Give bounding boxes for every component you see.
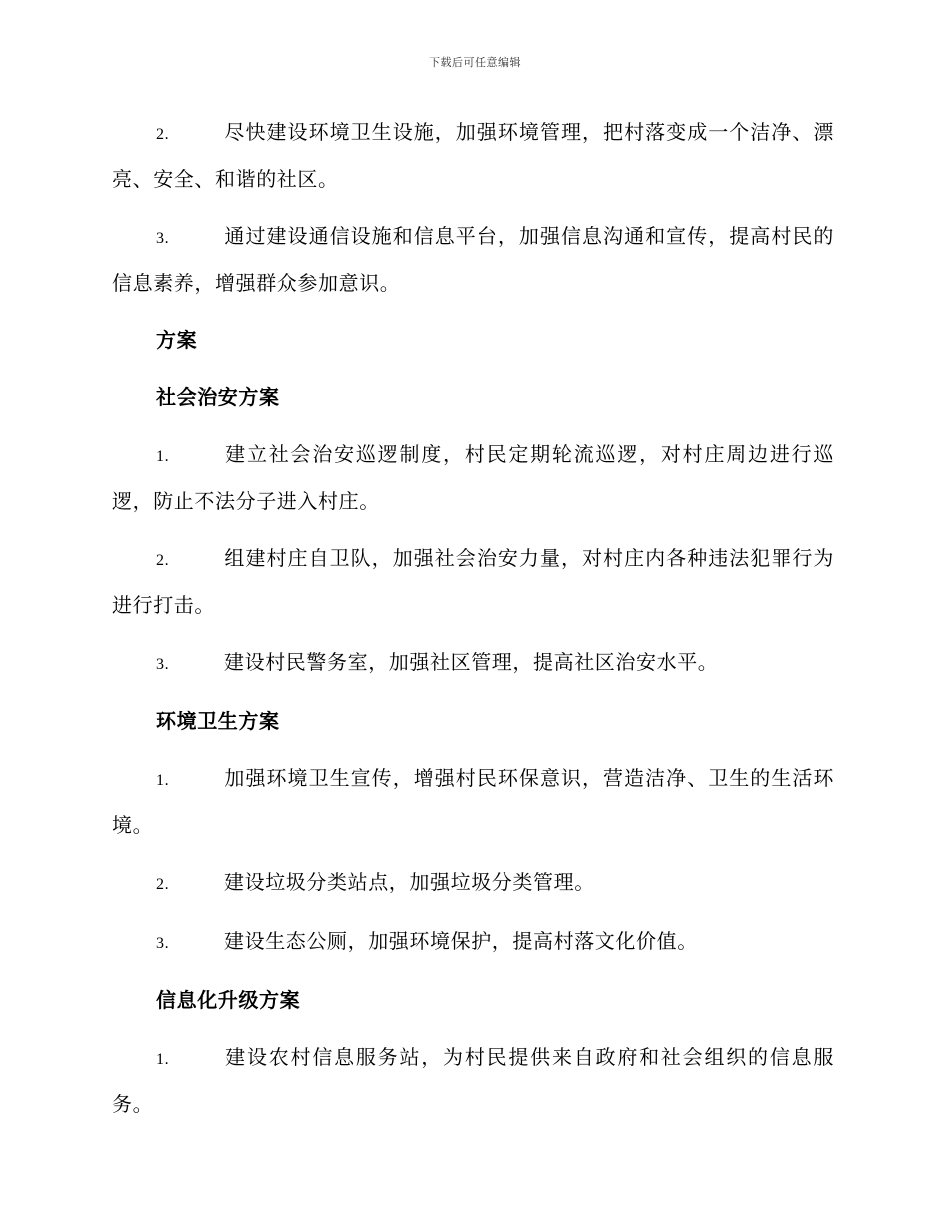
list-item [112,756,834,848]
list-item [112,640,834,687]
item-text: 建设农村信息服务站，为村民提供来自政府和社会组织的信息服务。 [112,1045,834,1116]
list-item [112,110,834,202]
item-text: 尽快建设环境卫生设施，加强环境管理，把村落变成一个洁净、漂亮、安全、和谐的社区。 [112,120,834,191]
list-item [112,432,834,524]
item-text: 通过建设通信设施和信息平台，加强信息沟通和宣传，提高村民的信息素养，增强群众参加意识。 [112,224,834,295]
document-body [112,110,834,1139]
item-number: 2. [156,876,170,893]
list-item [112,919,834,966]
item-text: 建设生态公厕，加强环境保护，提高村落文化价值。 [224,929,698,953]
item-text: 建立社会治安巡逻制度，村民定期轮流巡逻，对村庄周边进行巡逻，防止不法分子进入村庄。 [112,442,834,513]
item-number: 3. [156,656,170,673]
item-number: 3. [156,230,170,247]
item-number: 1. [156,448,170,465]
item-number: 1. [156,772,170,789]
item-number: 2. [156,126,170,143]
section-heading: 社会治安方案 [156,385,280,409]
list-item [112,214,834,306]
item-text: 加强环境卫生宣传，增强村民环保意识，营造洁净、卫生的生活环境。 [112,766,834,837]
item-text: 组建村庄自卫队，加强社会治安力量，对村庄内各种违法犯罪行为进行打击。 [112,546,834,617]
item-text: 建设村民警务室，加强社区管理，提高社区治安水平。 [224,650,719,674]
section-heading: 信息化升级方案 [156,988,301,1012]
section-heading: 方案 [156,328,198,352]
list-item [112,860,834,907]
list-item [112,536,834,628]
header-note: 下载后可任意编辑 [429,56,521,69]
list-item [112,1035,834,1127]
item-number: 1. [156,1051,170,1068]
section-heading: 环境卫生方案 [156,709,280,733]
item-text: 建设垃圾分类站点，加强垃圾分类管理。 [224,870,595,894]
item-number: 3. [156,935,170,952]
item-number: 2. [156,552,170,569]
